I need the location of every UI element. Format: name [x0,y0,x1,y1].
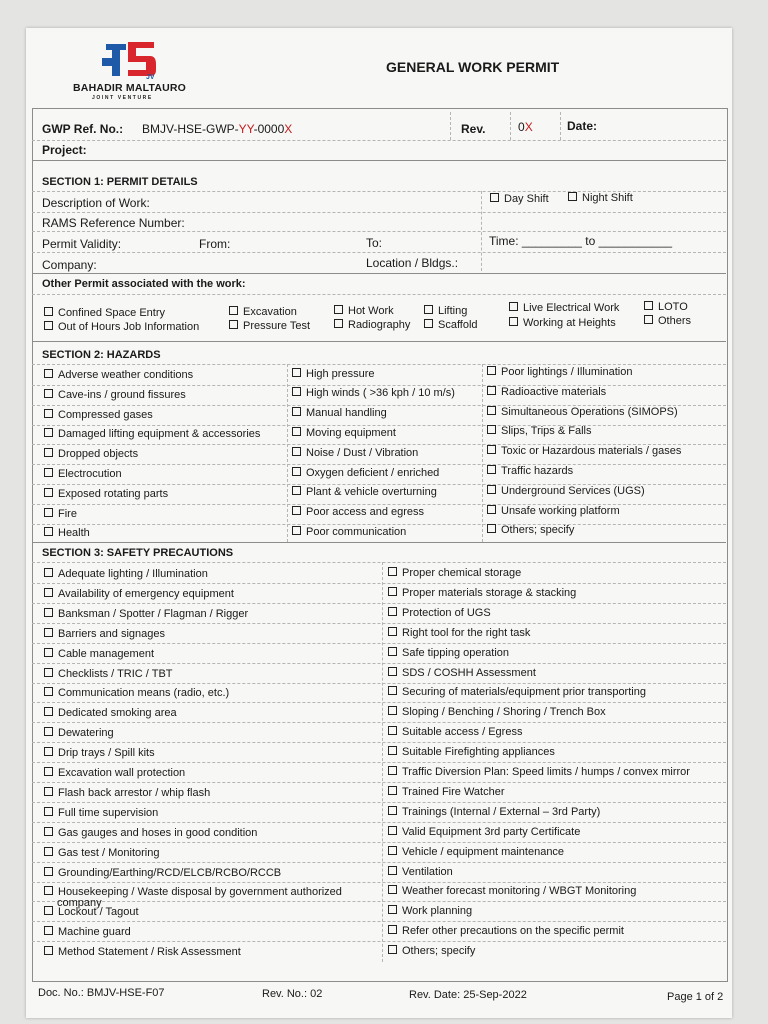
divider [32,742,726,743]
divider [32,252,726,253]
date-label: Date: [567,119,598,133]
revision-date: Rev. Date: 25-Sep-2022 [409,989,527,1001]
checkbox-icon [644,315,653,324]
checkbox-icon [487,505,496,514]
checkbox-icon [44,906,53,915]
precaution-checkbox[interactable]: Others; specify [388,945,475,957]
checkbox-icon [487,406,496,415]
checkbox-icon [44,468,53,477]
hazard-checkbox[interactable]: Fire [44,508,77,520]
divider [32,822,726,823]
divider [32,663,726,664]
precaution-checkbox[interactable]: Safe tipping operation [388,647,509,659]
rams-label: RAMS Reference Number: [42,216,185,230]
checkbox-icon [388,726,397,735]
checkbox-icon [44,946,53,955]
precaution-checkbox[interactable]: Cable management [44,648,154,660]
checkbox-icon [388,766,397,775]
precaution-checkbox[interactable]: SDS / COSHH Assessment [388,667,536,679]
rev-label: Rev. [461,122,486,136]
checkbox-icon [388,706,397,715]
precaution-checkbox[interactable]: Excavation wall protection [44,767,185,779]
checkbox-icon [44,527,53,536]
checkbox-icon [509,302,518,311]
checkbox-icon [44,648,53,657]
section3-title: SECTION 3: SAFETY PRECAUTIONS [42,547,234,559]
hazard-checkbox[interactable]: High pressure [292,368,374,380]
precaution-checkbox[interactable]: Traffic Diversion Plan: Speed limits / humps / convex mirror [388,766,690,778]
checkbox-icon [509,317,518,326]
checkbox-icon [487,425,496,434]
checkbox-icon [424,319,433,328]
hazard-checkbox[interactable]: Others; specify [487,524,574,536]
precaution-checkbox[interactable]: Valid Equipment 3rd party Certificate [388,826,580,838]
checkbox-icon [44,886,53,895]
checkbox-icon [229,320,238,329]
checkbox-icon [44,588,53,597]
divider [32,862,726,863]
divider [32,583,726,584]
precaution-checkbox[interactable]: Proper materials storage & stacking [388,587,576,599]
checkbox-icon [44,608,53,617]
checkbox-icon [292,506,301,515]
checkbox-icon [44,508,53,517]
permit-pressure-test-checkbox[interactable]: Pressure Test [229,320,310,332]
divider [32,562,726,563]
hazard-checkbox[interactable]: Poor access and egress [292,506,424,518]
precaution-checkbox[interactable]: Machine guard [44,926,131,938]
checkbox-icon [44,428,53,437]
precaution-checkbox[interactable]: Suitable Firefighting appliances [388,746,555,758]
precaution-checkbox[interactable]: Flash back arrestor / whip flash [44,787,210,799]
to-label: To: [366,236,383,250]
divider [450,112,451,140]
checkbox-icon [292,407,301,416]
divider [32,385,726,386]
divider [32,702,726,703]
precaution-checkbox[interactable]: Trained Fire Watcher [388,786,505,798]
permit-lifting-checkbox[interactable]: Lifting [424,305,467,317]
precaution-checkbox[interactable]: Dedicated smoking area [44,707,177,719]
checkbox-icon [229,306,238,315]
precaution-checkbox[interactable]: Proper chemical storage [388,567,521,579]
checkbox-icon [388,667,397,676]
gwp-ref-value[interactable]: BMJV-HSE-GWP-YY-0000X [142,122,293,136]
divider [32,762,726,763]
precaution-checkbox[interactable]: Gas test / Monitoring [44,847,160,859]
gwp-ref-label: GWP Ref. No.: [42,122,124,136]
divider [32,941,726,942]
precaution-checkbox[interactable]: Checklists / TRIC / TBT [44,668,173,680]
divider [32,464,726,465]
checkbox-icon [487,465,496,474]
permit-scaffold-checkbox[interactable]: Scaffold [424,319,478,331]
checkbox-icon [292,486,301,495]
permit-excavation-checkbox[interactable]: Excavation [229,306,297,318]
checkbox-icon [44,389,53,398]
checkbox-icon [334,305,343,314]
checkbox-icon [44,409,53,418]
divider [32,921,726,922]
checkbox-icon [44,926,53,935]
checkbox-icon [292,368,301,377]
hazard-checkbox[interactable]: Dropped objects [44,448,138,460]
permit-radiography-checkbox[interactable]: Radiography [334,319,410,331]
precaution-checkbox[interactable]: Ventilation [388,866,453,878]
hazard-checkbox[interactable]: Traffic hazards [487,465,573,477]
checkbox-icon [487,445,496,454]
precaution-checkbox[interactable]: Protection of UGS [388,607,491,619]
precaution-checkbox[interactable]: Adequate lighting / Illumination [44,568,208,580]
permit-hot-work-checkbox[interactable]: Hot Work [334,305,394,317]
precaution-checkbox[interactable]: Drip trays / Spill kits [44,747,155,759]
checkbox-icon [388,866,397,875]
precaution-checkbox[interactable]: Housekeeping / Waste disposal by government authorized [44,886,342,898]
checkbox-icon [388,567,397,576]
divider [32,603,726,604]
checkbox-icon [44,321,53,330]
precaution-checkbox[interactable]: Trainings (Internal / External – 3rd Party) [388,806,600,818]
precaution-checkbox[interactable]: Method Statement / Risk Assessment [44,946,241,958]
divider [32,341,726,342]
precaution-checkbox[interactable]: Sloping / Benching / Shoring / Trench Box [388,706,606,718]
checkbox-icon [388,806,397,815]
checkbox-icon [487,366,496,375]
revision-number: Rev. No.: 02 [262,988,323,1000]
checkbox-icon [487,524,496,533]
divider [32,425,726,426]
divider [32,212,726,213]
hazard-checkbox[interactable]: Simultaneous Operations (SIMOPS) [487,406,678,418]
validity-label: Permit Validity: [42,237,122,251]
checkbox-icon [388,786,397,795]
checkbox-icon [44,727,53,736]
company-name: BAHADIR MALTAURO [73,82,187,94]
checkbox-icon [487,485,496,494]
divider [32,882,726,883]
hazard-checkbox[interactable]: Electrocution [44,468,122,480]
page-title: GENERAL WORK PERMIT [386,59,560,75]
checkbox-icon [388,607,397,616]
checkbox-icon [388,647,397,656]
company-logo [96,36,166,80]
permit-out-of-hours-checkbox[interactable]: Out of Hours Job Information [44,321,199,333]
hazard-checkbox[interactable]: Underground Services (UGS) [487,485,645,497]
checkbox-icon [334,319,343,328]
hazard-checkbox[interactable]: High winds ( >36 kph / 10 m/s) [292,387,455,399]
precaution-checkbox[interactable]: Refer other precautions on the specific permit [388,925,624,937]
checkbox-icon [292,447,301,456]
checkbox-icon [44,787,53,796]
divider [32,542,726,543]
divider [32,231,726,232]
hazard-checkbox[interactable]: Exposed rotating parts [44,488,168,500]
divider [510,112,511,140]
night-shift-checkbox[interactable]: Night Shift [568,192,633,204]
company-label: Company: [42,258,97,272]
checkbox-icon [388,905,397,914]
precaution-checkbox[interactable]: Full time supervision [44,807,158,819]
hazard-checkbox[interactable]: Toxic or Hazardous materials / gases [487,445,681,457]
location-label: Location / Bldgs.: [366,256,459,270]
divider [32,643,726,644]
checkbox-icon [388,627,397,636]
checkbox-icon [490,193,499,202]
hazard-checkbox[interactable]: Compressed gases [44,409,153,421]
checkbox-icon [644,301,653,310]
divider [32,160,726,161]
day-shift-checkbox[interactable]: Day Shift [490,193,549,205]
precaution-checkbox[interactable]: Securing of materials/equipment prior transporting [388,686,646,698]
divider [32,802,726,803]
checkbox-icon [44,767,53,776]
precaution-checkbox[interactable]: Banksman / Spotter / Flagman / Rigger [44,608,248,620]
divider [32,842,726,843]
divider [32,722,726,723]
checkbox-icon [388,746,397,755]
divider [32,140,726,141]
divider [482,364,483,542]
checkbox-icon [388,587,397,596]
checkbox-icon [44,847,53,856]
precaution-checkbox[interactable]: Dewatering [44,727,114,739]
checkbox-icon [388,925,397,934]
checkbox-icon [388,945,397,954]
hazard-checkbox[interactable]: Poor lightings / Illumination [487,366,632,378]
checkbox-icon [568,192,577,201]
divider [32,683,726,684]
description-label: Description of Work: [42,196,150,210]
checkbox-icon [44,807,53,816]
checkbox-icon [44,707,53,716]
divider [287,364,288,542]
precaution-checkbox[interactable]: Work planning [388,905,472,917]
checkbox-icon [44,687,53,696]
checkbox-icon [44,827,53,836]
permit-others-checkbox[interactable]: Others [644,315,691,327]
rev-value[interactable]: 0X [518,120,533,134]
hazard-checkbox[interactable]: Oxygen deficient / enriched [292,467,439,479]
precaution-checkbox[interactable]: Suitable access / Egress [388,726,522,738]
divider [32,364,726,365]
checkbox-icon [388,826,397,835]
section2-title: SECTION 2: HAZARDS [42,349,161,361]
permit-confined-space-checkbox[interactable]: Confined Space Entry [44,307,165,319]
other-permit-label: Other Permit associated with the work: [42,278,246,290]
checkbox-icon [44,369,53,378]
checkbox-icon [44,867,53,876]
hazard-checkbox[interactable]: Moving equipment [292,427,396,439]
logo-badge: JV [146,74,155,80]
divider [32,294,726,295]
doc-number: Doc. No.: BMJV-HSE-F07 [38,987,165,999]
checkbox-icon [292,427,301,436]
precaution-checkbox[interactable]: Right tool for the right task [388,627,530,639]
divider [32,524,726,525]
divider [32,782,726,783]
divider [32,273,726,274]
checkbox-icon [388,885,397,894]
permit-loto-checkbox[interactable]: LOTO [644,301,688,313]
divider [32,623,726,624]
from-label: From: [199,237,231,251]
divider [560,112,561,140]
hazard-checkbox[interactable]: Cave-ins / ground fissures [44,389,186,401]
precaution-checkbox[interactable]: Gas gauges and hoses in good condition [44,827,257,839]
divider [382,562,383,962]
checkbox-icon [292,526,301,535]
checkbox-icon [487,386,496,395]
hazard-checkbox[interactable]: Plant & vehicle overturning [292,486,437,498]
precaution-checkbox[interactable]: Grounding/Earthing/RCD/ELCB/RCBO/RCCB [44,867,281,879]
hazard-checkbox[interactable]: Damaged lifting equipment & accessories [44,428,260,440]
permit-working-heights-checkbox[interactable]: Working at Heights [509,317,616,329]
precaution-checkbox[interactable]: Vehicle / equipment maintenance [388,846,564,858]
checkbox-icon [292,467,301,476]
hazard-checkbox[interactable]: Noise / Dust / Vibration [292,447,418,459]
hazard-checkbox[interactable]: Slips, Trips & Falls [487,425,591,437]
hazard-checkbox[interactable]: Health [44,527,90,539]
section1-title: SECTION 1: PERMIT DETAILS [42,176,198,188]
precaution-checkbox[interactable]: Lockout / Tagout [44,906,139,918]
checkbox-icon [44,747,53,756]
precaution-checkbox[interactable]: Barriers and signages [44,628,165,640]
time-field[interactable]: Time: _________ to ___________ [489,234,673,248]
checkbox-icon [388,686,397,695]
divider [32,901,726,902]
checkbox-icon [292,387,301,396]
precaution-checkbox[interactable]: Communication means (radio, etc.) [44,687,229,699]
checkbox-icon [44,448,53,457]
checkbox-icon [424,305,433,314]
checkbox-icon [44,628,53,637]
page-number: Page 1 of 2 [667,991,724,1003]
divider [32,504,726,505]
checkbox-icon [44,568,53,577]
checkbox-icon [388,846,397,855]
hazard-checkbox[interactable]: Poor communication [292,526,406,538]
project-label: Project: [42,143,87,157]
precaution-checkbox[interactable]: Availability of emergency equipment [44,588,234,600]
hazard-checkbox[interactable]: Manual handling [292,407,387,419]
hazard-checkbox[interactable]: Radioactive materials [487,386,606,398]
precaution-checkbox[interactable]: Weather forecast monitoring / WBGT Monitoring [388,885,636,897]
checkbox-icon [44,307,53,316]
permit-live-electrical-checkbox[interactable]: Live Electrical Work [509,302,619,314]
checkbox-icon [44,488,53,497]
checkbox-icon [44,668,53,677]
hazard-checkbox[interactable]: Unsafe working platform [487,505,620,517]
precaution-label-continued: company [57,897,102,910]
company-subtitle: JOINT VENTURE [92,95,153,101]
hazard-checkbox[interactable]: Adverse weather conditions [44,369,193,381]
